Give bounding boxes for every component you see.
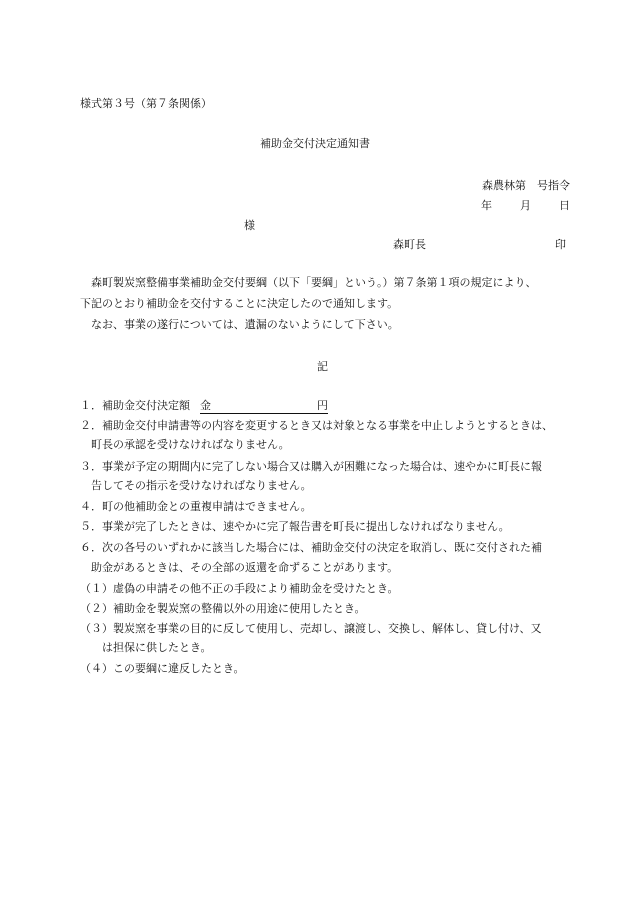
recipient-suffix: 様	[244, 219, 255, 232]
amount-label: １．補助金交付決定額	[80, 399, 190, 412]
document-title: 補助金交付決定通知書	[260, 137, 370, 150]
form-number: 様式第３号（第７条関係）	[80, 97, 212, 110]
seal-mark: 印	[555, 238, 566, 251]
amount-item	[80, 399, 328, 414]
condition-line: は担保に供したとき。	[80, 641, 212, 654]
condition-line: （２）補助金を製炭窯の整備以外の用途に使用したとき。	[80, 602, 366, 615]
condition-line: 告してその指示を受けなければなりません。	[80, 479, 312, 492]
body-paragraph: 森町製炭窯整備事業補助金交付要綱（以下「要綱」という。）第７条第１項の規定により、	[80, 276, 537, 289]
document-number: 森農林第 号指令	[482, 179, 570, 192]
date-day: 日	[559, 199, 570, 212]
amount-prefix: 金	[200, 399, 211, 412]
condition-line: ２．補助金交付申請書等の内容を変更するとき又は対象となる事業を中止しようとするときは、	[80, 419, 553, 432]
condition-line: （４）この要綱に違反したとき。	[80, 662, 245, 675]
body-paragraph: なお、事業の遂行については、遺漏のないようにして下さい。	[80, 318, 399, 331]
condition-line: 町長の承認を受けなければなりません。	[80, 438, 290, 451]
ki-heading: 記	[317, 360, 328, 373]
sender-name: 森町長	[393, 238, 426, 251]
amount-suffix: 円	[317, 399, 328, 412]
condition-line: ６．次の各号のいずれかに該当した場合には、補助金交付の決定を取消し、既に交付された補	[80, 541, 542, 554]
body-paragraph: 下記のとおり補助金を交付することに決定したので通知します。	[80, 297, 399, 310]
date-line	[481, 199, 570, 213]
amount-field	[200, 399, 328, 414]
condition-line: ３．事業が予定の期間内に完了しない場合又は購入が困難になった場合は、速やかに町長に報	[80, 460, 542, 473]
condition-line: （３）製炭窯を事業の目的に反して使用し、売却し、譲渡し、交換し、解体し、貸し付け、又	[80, 622, 542, 635]
date-year: 年	[481, 199, 492, 212]
condition-line: ５．事業が完了したときは、速やかに完了報告書を町長に提出しなければなりません。	[80, 520, 510, 533]
date-month: 月	[520, 199, 531, 212]
condition-line: （１）虚偽の申請その他不正の手段により補助金を受けたとき。	[80, 582, 399, 595]
condition-line: 助金があるときは、その全部の返還を命ずることがあります。	[80, 561, 399, 574]
condition-line: ４．町の他補助金との重複申請はできません。	[80, 500, 312, 513]
